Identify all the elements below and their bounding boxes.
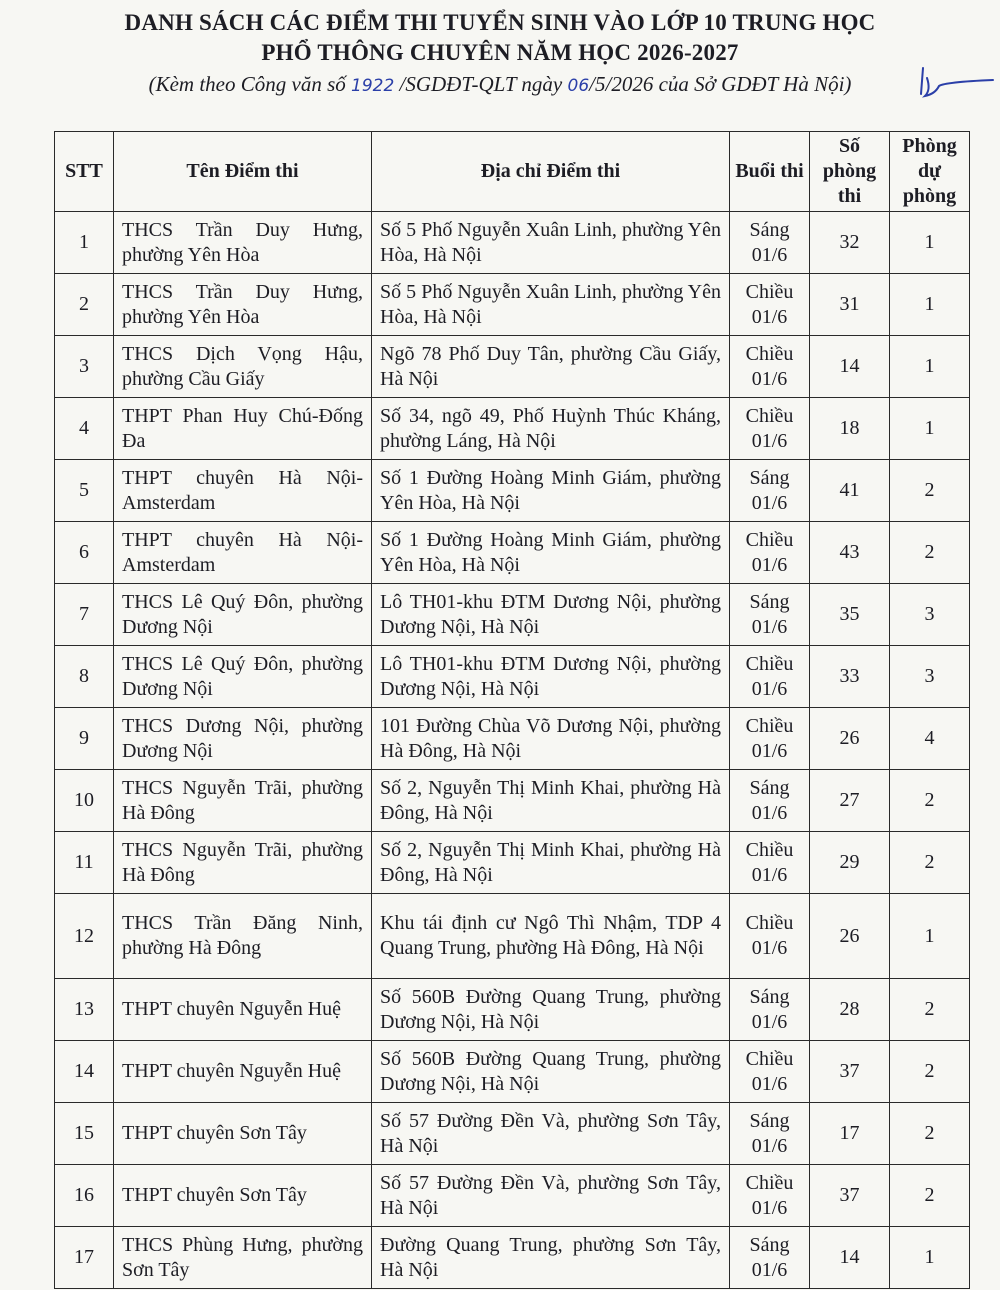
cell-stt: 6 <box>55 522 114 584</box>
cell-room-count: 43 <box>810 522 890 584</box>
cell-session: Chiều 01/6 <box>730 336 810 398</box>
cell-reserve-rooms: 2 <box>890 979 970 1041</box>
cell-site-address: Số 57 Đường Đền Và, phường Sơn Tây, Hà Nội <box>372 1165 730 1227</box>
cell-session: Sáng 01/6 <box>730 770 810 832</box>
cell-site-name: THCS Lê Quý Đôn, phường Dương Nội <box>114 584 372 646</box>
cell-stt: 12 <box>55 894 114 979</box>
cell-site-address: Đường Quang Trung, phường Sơn Tây, Hà Nội <box>372 1227 730 1289</box>
cell-session: Chiều 01/6 <box>730 708 810 770</box>
table-row <box>55 522 970 584</box>
cell-stt: 2 <box>55 274 114 336</box>
cell-room-count: 37 <box>810 1165 890 1227</box>
cell-reserve-rooms: 2 <box>890 522 970 584</box>
cell-stt: 13 <box>55 979 114 1041</box>
cell-site-address: Số 1 Đường Hoàng Minh Giám, phường Yên Hòa, Hà Nội <box>372 522 730 584</box>
handwritten-doc-day: 06 <box>567 76 590 96</box>
cell-site-name: THPT chuyên Hà Nội-Amsterdam <box>114 522 372 584</box>
cell-site-address: Số 560B Đường Quang Trung, phường Dương Nội, Hà Nội <box>372 979 730 1041</box>
cell-site-name: THCS Dương Nội, phường Dương Nội <box>114 708 372 770</box>
cell-session: Chiều 01/6 <box>730 398 810 460</box>
cell-site-name: THPT Phan Huy Chú-Đống Đa <box>114 398 372 460</box>
cell-room-count: 18 <box>810 398 890 460</box>
table-row <box>55 398 970 460</box>
document-subtitle <box>0 70 1000 100</box>
cell-reserve-rooms: 4 <box>890 708 970 770</box>
cell-site-name: THPT chuyên Nguyễn Huệ <box>114 979 372 1041</box>
cell-room-count: 32 <box>810 212 890 274</box>
cell-stt: 9 <box>55 708 114 770</box>
cell-stt: 5 <box>55 460 114 522</box>
cell-room-count: 33 <box>810 646 890 708</box>
cell-site-address: Lô TH01-khu ĐTM Dương Nội, phường Dương Nội, Hà Nội <box>372 646 730 708</box>
cell-site-name: THPT chuyên Sơn Tây <box>114 1165 372 1227</box>
cell-room-count: 37 <box>810 1041 890 1103</box>
cell-room-count: 28 <box>810 979 890 1041</box>
cell-site-name: THCS Nguyễn Trãi, phường Hà Đông <box>114 832 372 894</box>
cell-reserve-rooms: 1 <box>890 212 970 274</box>
cell-site-address: 101 Đường Chùa Võ Dương Nội, phường Hà Đông, Hà Nội <box>372 708 730 770</box>
cell-room-count: 35 <box>810 584 890 646</box>
cell-room-count: 26 <box>810 894 890 979</box>
cell-room-count: 29 <box>810 832 890 894</box>
cell-stt: 7 <box>55 584 114 646</box>
cell-reserve-rooms: 1 <box>890 274 970 336</box>
handwritten-doc-number: 1922 <box>351 76 395 96</box>
header-site-address: Địa chỉ Điểm thi <box>372 132 730 212</box>
cell-stt: 3 <box>55 336 114 398</box>
cell-stt: 11 <box>55 832 114 894</box>
subtitle-mid: /SGDĐT-QLT ngày <box>394 72 568 96</box>
cell-room-count: 14 <box>810 336 890 398</box>
header-session: Buổi thi <box>730 132 810 212</box>
cell-site-address: Số 560B Đường Quang Trung, phường Dương Nội, Hà Nội <box>372 1041 730 1103</box>
table-row <box>55 460 970 522</box>
cell-session: Sáng 01/6 <box>730 584 810 646</box>
cell-site-name: THPT chuyên Sơn Tây <box>114 1103 372 1165</box>
subtitle-prefix: (Kèm theo Công văn số <box>148 72 351 96</box>
cell-site-address: Số 5 Phố Nguyễn Xuân Linh, phường Yên Hòa, Hà Nội <box>372 212 730 274</box>
cell-reserve-rooms: 3 <box>890 584 970 646</box>
table-row <box>55 336 970 398</box>
document-header <box>0 8 1000 100</box>
cell-reserve-rooms: 3 <box>890 646 970 708</box>
cell-room-count: 27 <box>810 770 890 832</box>
cell-reserve-rooms: 1 <box>890 894 970 979</box>
cell-stt: 14 <box>55 1041 114 1103</box>
table-row <box>55 708 970 770</box>
cell-site-name: THPT chuyên Hà Nội-Amsterdam <box>114 460 372 522</box>
cell-site-name: THCS Trần Đăng Ninh, phường Hà Đông <box>114 894 372 979</box>
cell-site-address: Số 57 Đường Đền Và, phường Sơn Tây, Hà Nội <box>372 1103 730 1165</box>
cell-session: Sáng 01/6 <box>730 1227 810 1289</box>
cell-reserve-rooms: 2 <box>890 1165 970 1227</box>
cell-stt: 15 <box>55 1103 114 1165</box>
cell-site-address: Số 5 Phố Nguyễn Xuân Linh, phường Yên Hòa, Hà Nội <box>372 274 730 336</box>
table-row <box>55 274 970 336</box>
cell-stt: 8 <box>55 646 114 708</box>
cell-reserve-rooms: 1 <box>890 1227 970 1289</box>
cell-stt: 10 <box>55 770 114 832</box>
table-row <box>55 212 970 274</box>
cell-stt: 16 <box>55 1165 114 1227</box>
cell-site-name: THCS Nguyễn Trãi, phường Hà Đông <box>114 770 372 832</box>
cell-reserve-rooms: 1 <box>890 336 970 398</box>
cell-site-name: THCS Lê Quý Đôn, phường Dương Nội <box>114 646 372 708</box>
cell-reserve-rooms: 2 <box>890 460 970 522</box>
header-reserve-rooms: Phòng dự phòng <box>890 132 970 212</box>
cell-room-count: 31 <box>810 274 890 336</box>
cell-site-address: Khu tái định cư Ngô Thì Nhậm, TDP 4 Quang Trung, phường Hà Đông, Hà Nội <box>372 894 730 979</box>
header-stt: STT <box>55 132 114 212</box>
cell-site-name: THCS Trần Duy Hưng, phường Yên Hòa <box>114 212 372 274</box>
table-row <box>55 1227 970 1289</box>
cell-session: Sáng 01/6 <box>730 979 810 1041</box>
table-row <box>55 584 970 646</box>
cell-site-address: Lô TH01-khu ĐTM Dương Nội, phường Dương Nội, Hà Nội <box>372 584 730 646</box>
table-row <box>55 646 970 708</box>
cell-reserve-rooms: 2 <box>890 1041 970 1103</box>
header-room-count: Số phòng thi <box>810 132 890 212</box>
initial-signature-icon <box>915 64 995 104</box>
cell-stt: 17 <box>55 1227 114 1289</box>
exam-sites-table <box>54 131 970 1289</box>
cell-site-address: Số 2, Nguyễn Thị Minh Khai, phường Hà Đông, Hà Nội <box>372 832 730 894</box>
cell-stt: 1 <box>55 212 114 274</box>
cell-site-address: Số 34, ngõ 49, Phố Huỳnh Thúc Kháng, phường Láng, Hà Nội <box>372 398 730 460</box>
cell-site-name: THCS Trần Duy Hưng, phường Yên Hòa <box>114 274 372 336</box>
header-site-name: Tên Điểm thi <box>114 132 372 212</box>
cell-session: Sáng 01/6 <box>730 460 810 522</box>
cell-session: Chiều 01/6 <box>730 894 810 979</box>
table-row <box>55 1103 970 1165</box>
table-row <box>55 1041 970 1103</box>
cell-stt: 4 <box>55 398 114 460</box>
table-row <box>55 979 970 1041</box>
cell-reserve-rooms: 2 <box>890 832 970 894</box>
cell-session: Chiều 01/6 <box>730 1165 810 1227</box>
cell-site-name: THCS Phùng Hưng, phường Sơn Tây <box>114 1227 372 1289</box>
cell-session: Sáng 01/6 <box>730 212 810 274</box>
cell-reserve-rooms: 1 <box>890 398 970 460</box>
cell-reserve-rooms: 2 <box>890 1103 970 1165</box>
document-title-line-2: PHỔ THÔNG CHUYÊN NĂM HỌC 2026-2027 <box>261 40 739 65</box>
cell-session: Chiều 01/6 <box>730 274 810 336</box>
table-row <box>55 770 970 832</box>
cell-room-count: 17 <box>810 1103 890 1165</box>
cell-site-address: Số 1 Đường Hoàng Minh Giám, phường Yên Hòa, Hà Nội <box>372 460 730 522</box>
cell-session: Chiều 01/6 <box>730 1041 810 1103</box>
cell-reserve-rooms: 2 <box>890 770 970 832</box>
cell-room-count: 14 <box>810 1227 890 1289</box>
cell-site-name: THCS Dịch Vọng Hậu, phường Cầu Giấy <box>114 336 372 398</box>
table-row <box>55 832 970 894</box>
table-header-row <box>55 132 970 212</box>
cell-session: Chiều 01/6 <box>730 832 810 894</box>
cell-site-name: THPT chuyên Nguyễn Huệ <box>114 1041 372 1103</box>
table-row <box>55 894 970 979</box>
table-row <box>55 1165 970 1227</box>
cell-site-address: Ngõ 78 Phố Duy Tân, phường Cầu Giấy, Hà Nội <box>372 336 730 398</box>
document-title-line-1: DANH SÁCH CÁC ĐIỂM THI TUYỂN SINH VÀO LỚP 10 TRUNG HỌC <box>124 10 876 35</box>
cell-room-count: 26 <box>810 708 890 770</box>
cell-session: Chiều 01/6 <box>730 522 810 584</box>
cell-site-address: Số 2, Nguyễn Thị Minh Khai, phường Hà Đông, Hà Nội <box>372 770 730 832</box>
cell-room-count: 41 <box>810 460 890 522</box>
subtitle-suffix: /5/2026 của Sở GDĐT Hà Nội) <box>589 72 852 96</box>
cell-session: Sáng 01/6 <box>730 1103 810 1165</box>
cell-session: Chiều 01/6 <box>730 646 810 708</box>
